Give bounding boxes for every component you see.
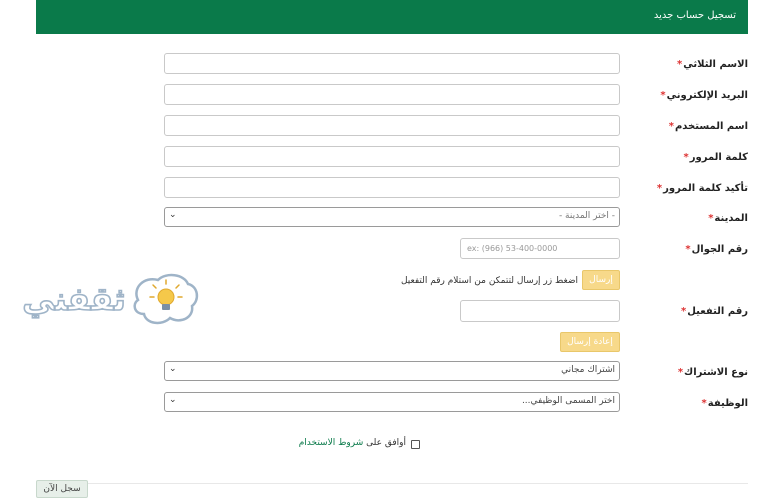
terms-link[interactable]: شروط الاستخدام bbox=[298, 438, 364, 448]
chevron-down-icon: ⌄ bbox=[169, 210, 177, 220]
email-label: البريد الإلكتروني* bbox=[660, 90, 748, 101]
full-name-label: الاسم الثلاثي* bbox=[677, 59, 748, 70]
confirm-password-label: تأكيد كلمة المرور* bbox=[656, 183, 748, 194]
row-full-name bbox=[0, 53, 768, 77]
username-input[interactable] bbox=[164, 115, 620, 136]
row-password bbox=[0, 146, 768, 170]
subscription-select-value: اشتراك مجاني bbox=[561, 365, 615, 375]
activation-code-label: رقم التفعيل* bbox=[681, 306, 748, 317]
terms-checkbox[interactable] bbox=[411, 440, 420, 449]
row-city bbox=[0, 207, 768, 231]
register-now-button[interactable]: سجل الآن bbox=[36, 480, 88, 498]
lightbulb-icon bbox=[135, 275, 197, 323]
terms-text: أوافق على شروط الاستخدام bbox=[298, 438, 406, 448]
form-title: تسجيل حساب جديد bbox=[653, 10, 736, 21]
resend-button[interactable]: إعادة إرسال bbox=[560, 332, 620, 352]
row-job bbox=[0, 392, 768, 416]
password-label: كلمة المرور* bbox=[683, 152, 748, 163]
send-hint: اضغط زر إرسال لتتمكن من استلام رقم التفعيل bbox=[400, 276, 578, 286]
city-select[interactable] bbox=[164, 207, 620, 227]
row-username bbox=[0, 115, 768, 139]
form-header bbox=[36, 0, 748, 34]
activation-code-input[interactable] bbox=[460, 300, 620, 322]
full-name-input[interactable] bbox=[164, 53, 620, 74]
username-label: اسم المستخدم* bbox=[668, 121, 748, 132]
mobile-input[interactable] bbox=[460, 238, 620, 259]
row-email bbox=[0, 84, 768, 108]
terms-agreement bbox=[290, 437, 420, 451]
city-label: المدينة* bbox=[708, 213, 748, 224]
email-input[interactable] bbox=[164, 84, 620, 105]
chevron-down-icon: ⌄ bbox=[169, 395, 177, 405]
row-subscription bbox=[0, 361, 768, 385]
job-label: الوظيفة* bbox=[701, 398, 748, 409]
mobile-label: رقم الجوال* bbox=[685, 244, 748, 255]
send-button[interactable]: إرسال bbox=[582, 270, 620, 290]
city-select-value: - اختر المدينة - bbox=[558, 211, 615, 221]
row-mobile bbox=[0, 238, 768, 262]
confirm-password-input[interactable] bbox=[164, 177, 620, 198]
footer-divider bbox=[36, 483, 748, 484]
password-input[interactable] bbox=[164, 146, 620, 167]
logo-text: ثقفني bbox=[22, 280, 126, 318]
subscription-select[interactable] bbox=[164, 361, 620, 381]
subscription-label: نوع الاشتراك* bbox=[677, 367, 748, 378]
job-select[interactable] bbox=[164, 392, 620, 412]
row-confirm-password bbox=[0, 177, 768, 201]
site-logo bbox=[16, 270, 200, 328]
mobile-placeholder: ex: (966) 53-400-0000 bbox=[467, 244, 558, 253]
job-select-value: اختر المسمى الوظيفي... bbox=[521, 396, 615, 406]
chevron-down-icon: ⌄ bbox=[169, 364, 177, 374]
